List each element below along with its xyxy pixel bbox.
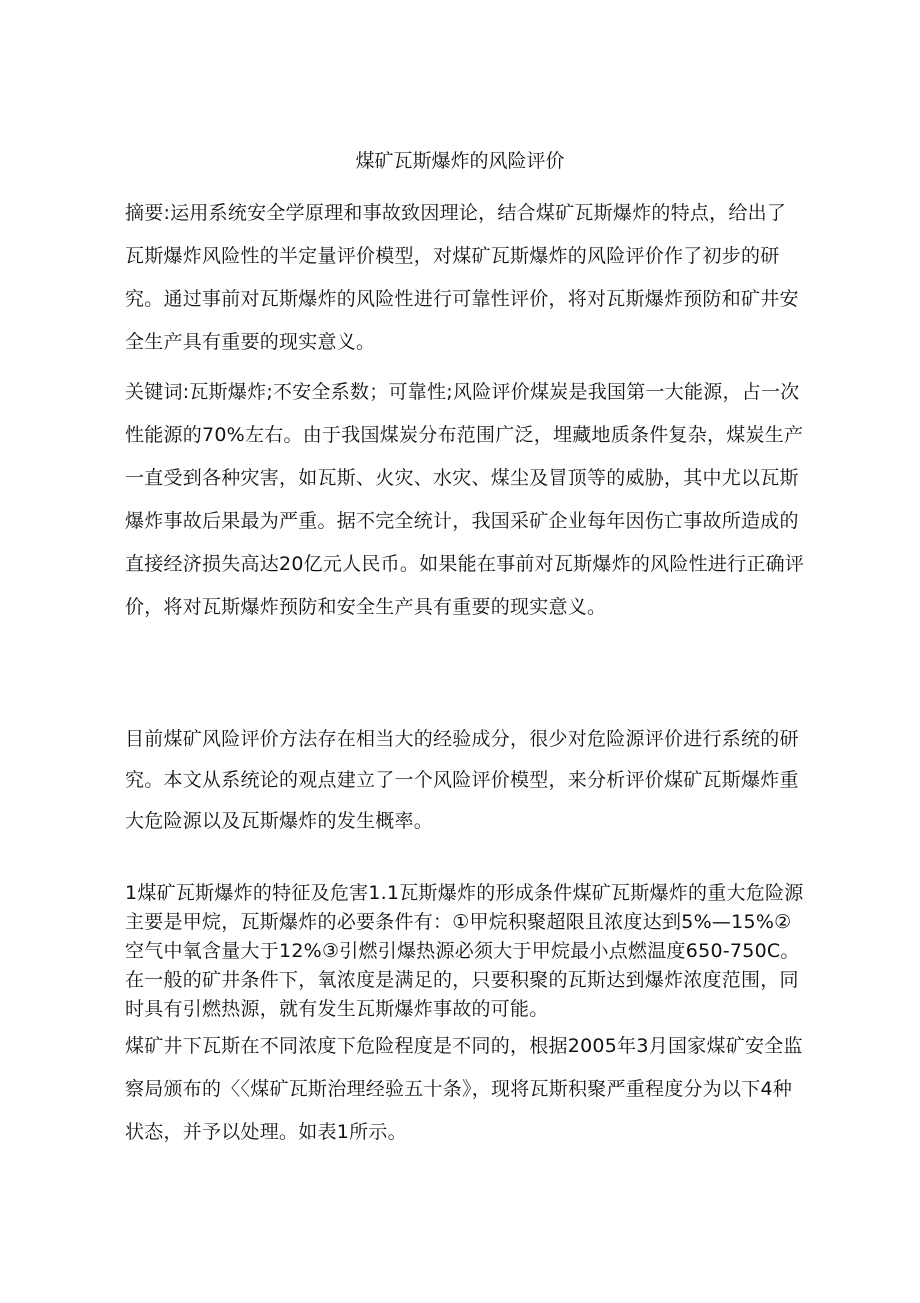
keywords-intro-paragraph: 关键词:瓦斯爆炸;不安全系数；可靠性;风险评价煤炭是我国第一大能源，占一次性能源的70%左右。由于我国煤炭分布范围广泛，埋藏地质条件复杂，煤炭生产一直受到各种灾害，如瓦斯、火灾、水灾、煤尘及冒顶等的威胁，其中尤以瓦斯爆炸事故后果最为严重。据不完全统计，我国采矿企业每年因伤亡事故所造成的直接经济损失高达20亿元人民币。如果能在事前对瓦斯爆炸的风险性进行正确评价，将对瓦斯爆炸预防和安全生产具有重要的现实意义。 [125, 381, 805, 618]
feature-paragraph: 1煤矿瓦斯爆炸的特征及危害1.1瓦斯爆炸的形成条件煤矿瓦斯爆炸的重大危险源主要是甲烷，瓦斯爆炸的必要条件有：①甲烷积聚超限且浓度达到5%—15%②空气中氧含量大于12%③引燃引爆热源必须大于甲烷最小点燃温度650-750C。在一般的矿井条件下，氧浓度是满足的，只要积聚的瓦斯达到爆炸浓度范围，同时具有引燃热源，就有发生瓦斯爆炸事故的可能。 [125, 882, 804, 1020]
document-title: 煤矿瓦斯爆炸的风险评价 [355, 150, 565, 172]
abstract-paragraph: 摘要:运用系统安全学原理和事故致因理论，结合煤矿瓦斯爆炸的特点，给出了瓦斯爆炸风险性的半定量评价模型，对煤矿瓦斯爆炸的风险评价作了初步的研究。通过事前对瓦斯爆炸的风险性进行可靠性评价，将对瓦斯爆炸预防和矿井安全生产具有重要的现实意义。 [125, 202, 799, 353]
gas-levels-paragraph: 煤矿井下瓦斯在不同浓度下危险程度是不同的，根据2005年3月国家煤矿安全监察局颁布的〈〈煤矿瓦斯治理经验五十条》，现将瓦斯积聚严重程度分为以下4种状态，并予以处理。如表1所示。 [125, 1035, 803, 1143]
method-paragraph: 目前煤矿风险评价方法存在相当大的经验成分，很少对危险源评价进行系统的研究。本文从系统论的观点建立了一个风险评价模型，来分析评价煤矿瓦斯爆炸重大危险源以及瓦斯爆炸的发生概率。 [125, 728, 799, 832]
